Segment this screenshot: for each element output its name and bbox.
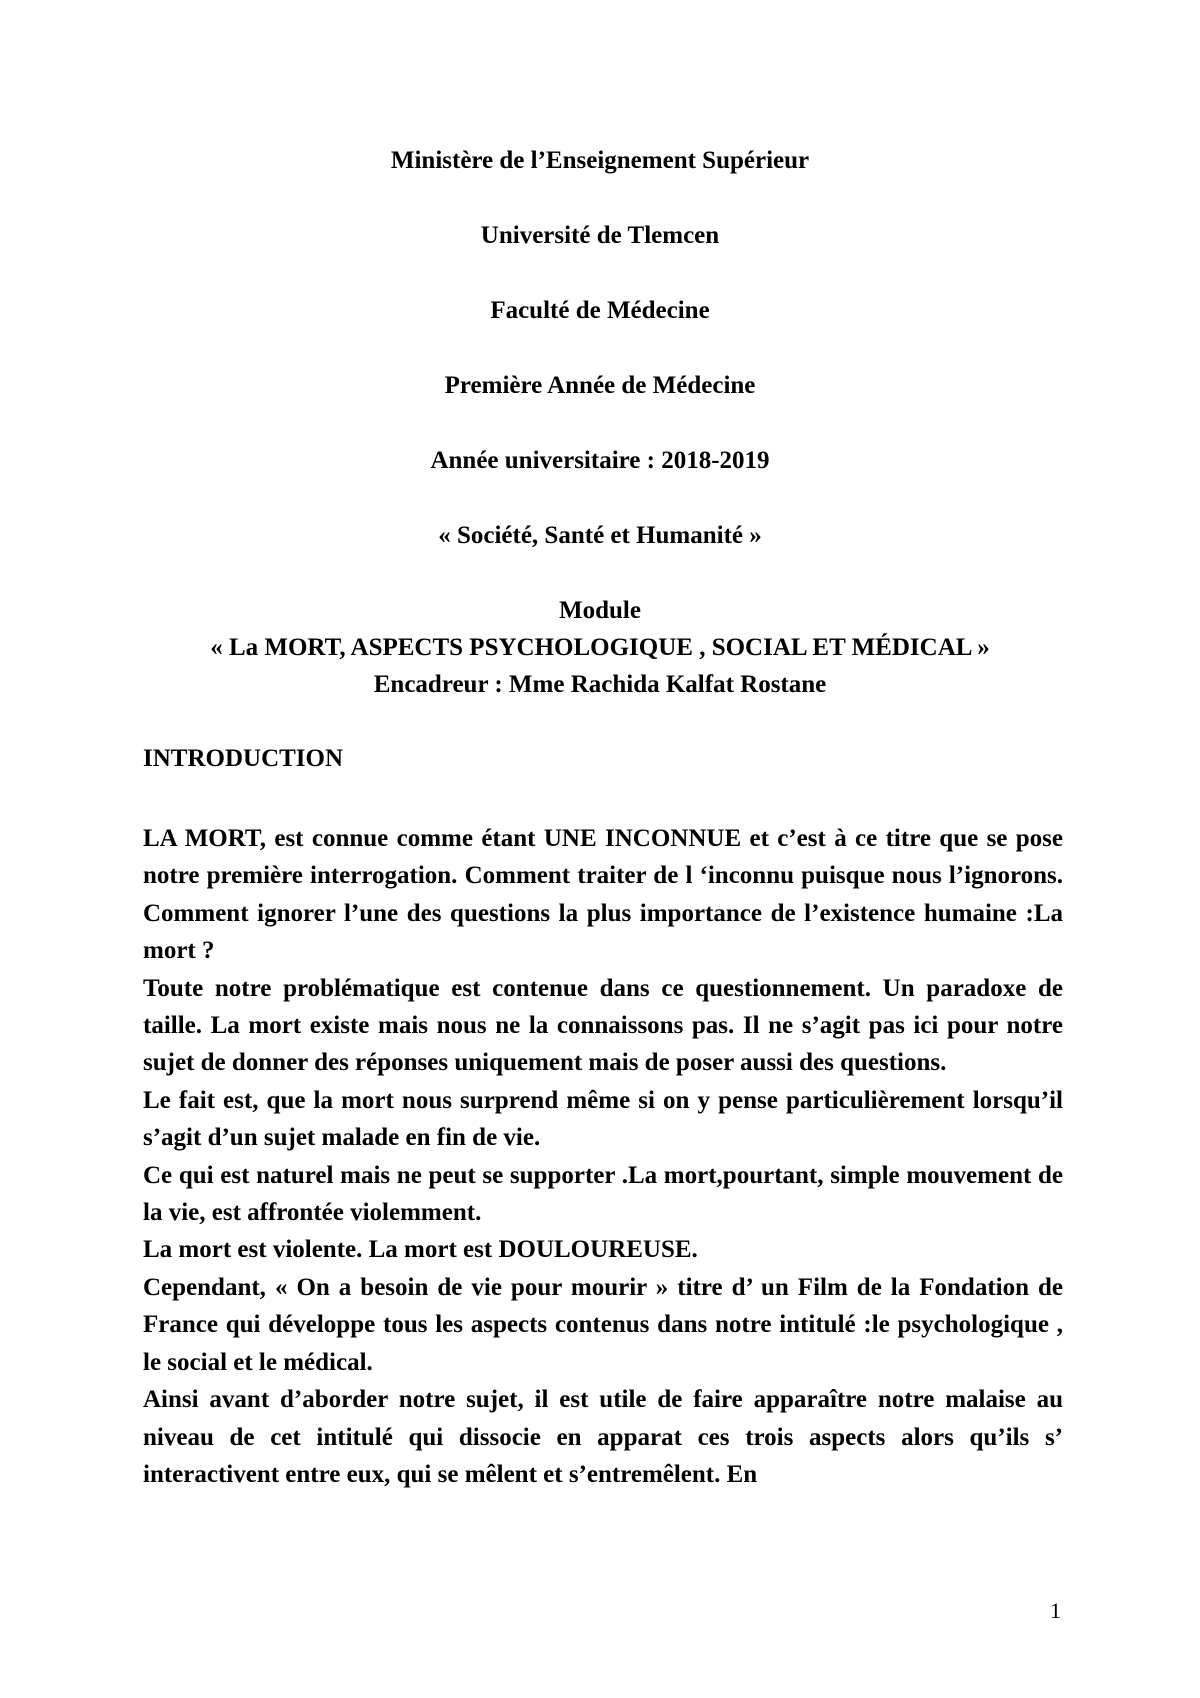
paragraph: Toute notre problématique est contenue dans ce questionnement. Un paradoxe de taille. La mort existe mais nous ne la connaissons pas. Il ne s’agit pas ici pour notre sujet de donner des réponses uniquement mais de poser aussi des questions. xyxy=(143,974,1063,1077)
paragraph: Ce qui est naturel mais ne peut se supporter .La mort,pourtant, simple mouvement de la vie, est affrontée violemment. xyxy=(143,1161,1063,1227)
paragraph: Cependant, « On a besoin de vie pour mourir » titre d’ un Film de la Fondation de France qui développe tous les aspects contenus dans notre intitulé :le psychologique , le social et le médical. xyxy=(143,1273,1063,1376)
university-line: Université de Tlemcen xyxy=(480,222,720,249)
faculty-line: Faculté de Médecine xyxy=(490,297,710,324)
introduction-body xyxy=(143,820,1063,1493)
page-number: 1 xyxy=(1050,1598,1061,1623)
supervisor-line: Encadreur : Mme Rachida Kalfat Rostane xyxy=(373,671,827,698)
paragraph: Le fait est, que la mort nous surprend même si on y pense particulièrement lorsqu’il s’agit d’un sujet malade en fin de vie. xyxy=(143,1086,1063,1152)
module-title: « La MORT, ASPECTS PSYCHOLOGIQUE , SOCIAL ET MÉDICAL » xyxy=(210,634,990,661)
course-title: « Société, Santé et Humanité » xyxy=(438,522,762,549)
paragraph: La mort est violente. La mort est DOULOUREUSE. xyxy=(143,1236,698,1264)
paragraph: Ainsi avant d’aborder notre sujet, il est utile de faire apparaître notre malaise au niveau de cet intitulé qui dissocie en apparat ces trois aspects alors qu’ils s’ interactivent entre eux, qui se mêlent et s’entremêlent. En xyxy=(143,1386,1063,1488)
section-heading: INTRODUCTION xyxy=(143,745,344,772)
module-label: Module xyxy=(559,597,641,624)
paragraph: LA MORT, est connue comme étant UNE INCONNUE et c’est à ce titre que se pose notre première interrogation. Comment traiter de l ‘inconnu puisque nous l’ignorons. Comment ignorer l’une des questions la plus importance de l’existence humaine :La mort ? xyxy=(143,825,1063,965)
year-level-line: Première Année de Médecine xyxy=(444,372,756,399)
academic-year-line: Année universitaire : 2018-2019 xyxy=(430,447,770,474)
ministry-line: Ministère de l’Enseignement Supérieur xyxy=(390,147,810,174)
